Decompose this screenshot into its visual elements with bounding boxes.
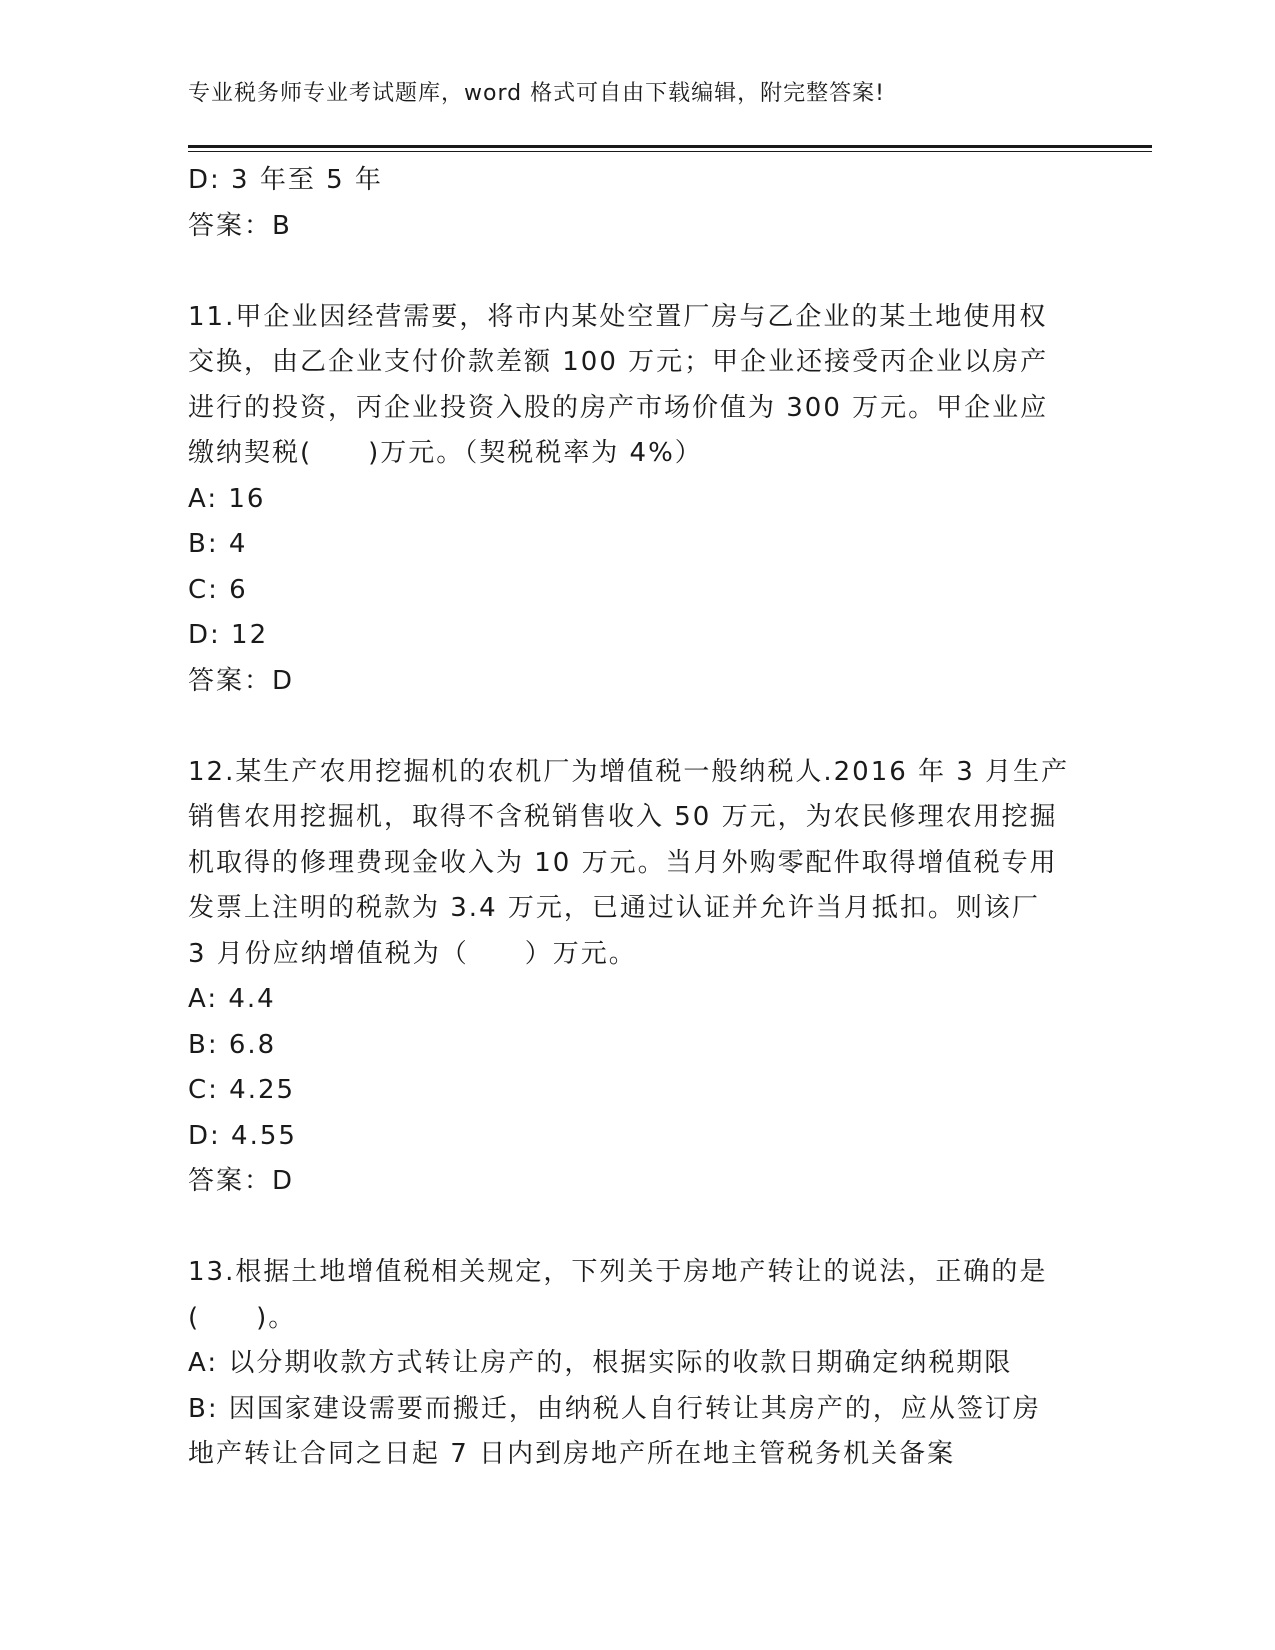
question-12-option-a: A: 4.4	[188, 984, 276, 1014]
question-11-line: 11.甲企业因经营需要，将市内某处空置厂房与乙企业的某土地使用权	[188, 301, 1048, 332]
question-11-line: 缴纳契税( )万元。（契税税率为 4%）	[188, 438, 703, 468]
question-11-line: 交换，由乙企业支付价款差额 100 万元；甲企业还接受丙企业以房产	[188, 347, 1049, 377]
question-13-option-b-cont: 地产转让合同之日起 7 日内到房地产所在地主管税务机关备案	[188, 1439, 956, 1469]
question-13-line: 13.根据土地增值税相关规定，下列关于房地产转让的说法，正确的是	[188, 1257, 1048, 1287]
question-12-line: 发票上注明的税款为 3.4 万元，已通过认证并允许当月抵扣。则该厂	[188, 893, 1040, 923]
question-11-option-b: B: 4	[188, 529, 248, 559]
question-11-option-c: C: 6	[188, 574, 248, 605]
question-12-option-b: B: 6.8	[188, 1029, 277, 1060]
spacer	[188, 704, 1088, 750]
question-11	[188, 295, 1088, 705]
question-13-option-a: A: 以分期收款方式转让房产的，根据实际的收款日期确定纳税期限	[188, 1348, 1013, 1378]
question-11-answer: 答案：D	[188, 665, 295, 696]
question-12	[188, 750, 1088, 1205]
question-12-line: 机取得的修理费现金收入为 10 万元。当月外购零配件取得增值税专用	[188, 847, 1058, 878]
question-12-option-d: D: 4.55	[188, 1120, 297, 1151]
question-12-line: 12.某生产农用挖掘机的农机厂为增值税一般纳税人.2016 年 3 月生产	[188, 756, 1070, 787]
question-12-line: 3 月份应纳增值税为（ ）万元。	[188, 938, 637, 969]
prev-answer: 答案：B	[188, 210, 292, 241]
spacer	[188, 249, 1088, 295]
question-12-option-c: C: 4.25	[188, 1075, 296, 1105]
prev-option-d: D: 3 年至 5 年	[188, 165, 383, 195]
question-13-option-b: B: 因国家建设需要而搬迁，由纳税人自行转让其房产的，应从签订房	[188, 1393, 1041, 1424]
spacer	[188, 1205, 1088, 1251]
question-13-line: ( )。	[188, 1302, 297, 1333]
header-divider-thin	[188, 151, 1152, 152]
question-12-line: 销售农用挖掘机，取得不含税销售收入 50 万元，为农民修理农用挖掘	[188, 802, 1058, 832]
question-12-answer: 答案：D	[188, 1166, 295, 1196]
question-11-option-d: D: 12	[188, 620, 269, 650]
page-header-title: 专业税务师专业考试题库，word 格式可自由下载编辑，附完整答案!	[188, 81, 885, 106]
document-body	[188, 158, 1088, 1478]
question-11-line: 进行的投资，丙企业投资入股的房产市场价值为 300 万元。甲企业应	[188, 392, 1049, 423]
question-13	[188, 1250, 1088, 1478]
question-11-option-a: A: 16	[188, 483, 266, 514]
header-divider-thick	[188, 145, 1152, 148]
